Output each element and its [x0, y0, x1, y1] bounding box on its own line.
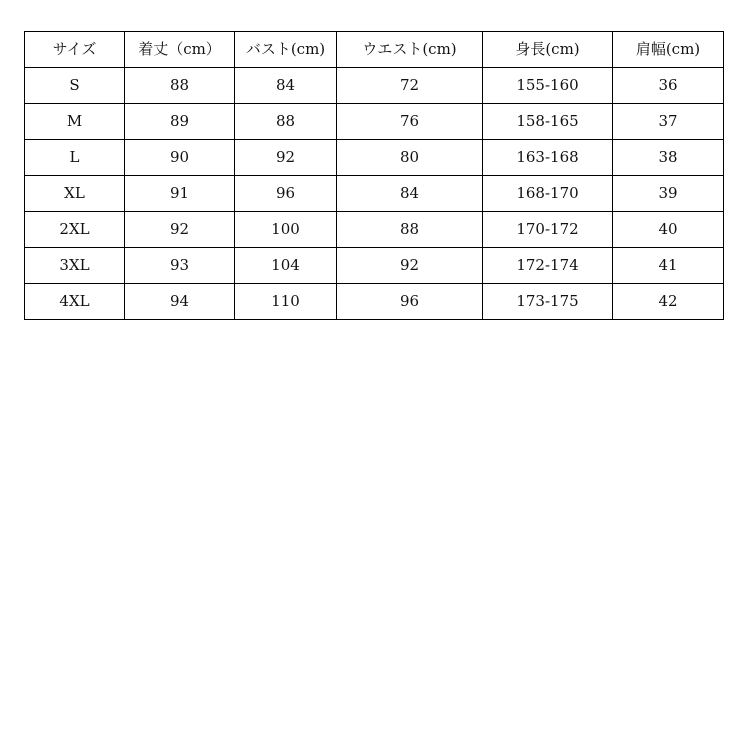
cell-bust: 110 [235, 284, 337, 320]
cell-height: 173-175 [483, 284, 613, 320]
table-row [25, 212, 724, 248]
cell-size: 3XL [25, 248, 125, 284]
header-length: 着丈（cm） [125, 32, 235, 68]
cell-shoulder-width: 39 [613, 176, 724, 212]
cell-size: L [25, 140, 125, 176]
cell-size: M [25, 104, 125, 140]
cell-waist: 80 [337, 140, 483, 176]
cell-bust: 96 [235, 176, 337, 212]
cell-shoulder-width: 40 [613, 212, 724, 248]
cell-size: 4XL [25, 284, 125, 320]
cell-height: 172-174 [483, 248, 613, 284]
cell-waist: 72 [337, 68, 483, 104]
cell-length: 89 [125, 104, 235, 140]
header-height: 身長(cm) [483, 32, 613, 68]
cell-length: 94 [125, 284, 235, 320]
cell-bust: 92 [235, 140, 337, 176]
cell-height: 155-160 [483, 68, 613, 104]
cell-shoulder-width: 37 [613, 104, 724, 140]
cell-height: 163-168 [483, 140, 613, 176]
cell-bust: 100 [235, 212, 337, 248]
cell-waist: 84 [337, 176, 483, 212]
cell-height: 158-165 [483, 104, 613, 140]
size-chart-table [24, 31, 724, 320]
cell-length: 90 [125, 140, 235, 176]
cell-waist: 96 [337, 284, 483, 320]
cell-waist: 88 [337, 212, 483, 248]
header-waist: ウエスト(cm) [337, 32, 483, 68]
table-row [25, 68, 724, 104]
cell-waist: 76 [337, 104, 483, 140]
cell-length: 91 [125, 176, 235, 212]
cell-height: 168-170 [483, 176, 613, 212]
table-row [25, 140, 724, 176]
cell-waist: 92 [337, 248, 483, 284]
header-size: サイズ [25, 32, 125, 68]
cell-shoulder-width: 36 [613, 68, 724, 104]
cell-shoulder-width: 38 [613, 140, 724, 176]
table-row [25, 248, 724, 284]
cell-bust: 88 [235, 104, 337, 140]
table-row [25, 284, 724, 320]
cell-size: XL [25, 176, 125, 212]
header-shoulder-width: 肩幅(cm) [613, 32, 724, 68]
cell-length: 93 [125, 248, 235, 284]
cell-bust: 104 [235, 248, 337, 284]
cell-shoulder-width: 42 [613, 284, 724, 320]
cell-length: 88 [125, 68, 235, 104]
header-bust: バスト(cm) [235, 32, 337, 68]
cell-length: 92 [125, 212, 235, 248]
cell-shoulder-width: 41 [613, 248, 724, 284]
table-header-row [25, 32, 724, 68]
cell-height: 170-172 [483, 212, 613, 248]
table-row [25, 104, 724, 140]
cell-bust: 84 [235, 68, 337, 104]
table-row [25, 176, 724, 212]
cell-size: 2XL [25, 212, 125, 248]
cell-size: S [25, 68, 125, 104]
